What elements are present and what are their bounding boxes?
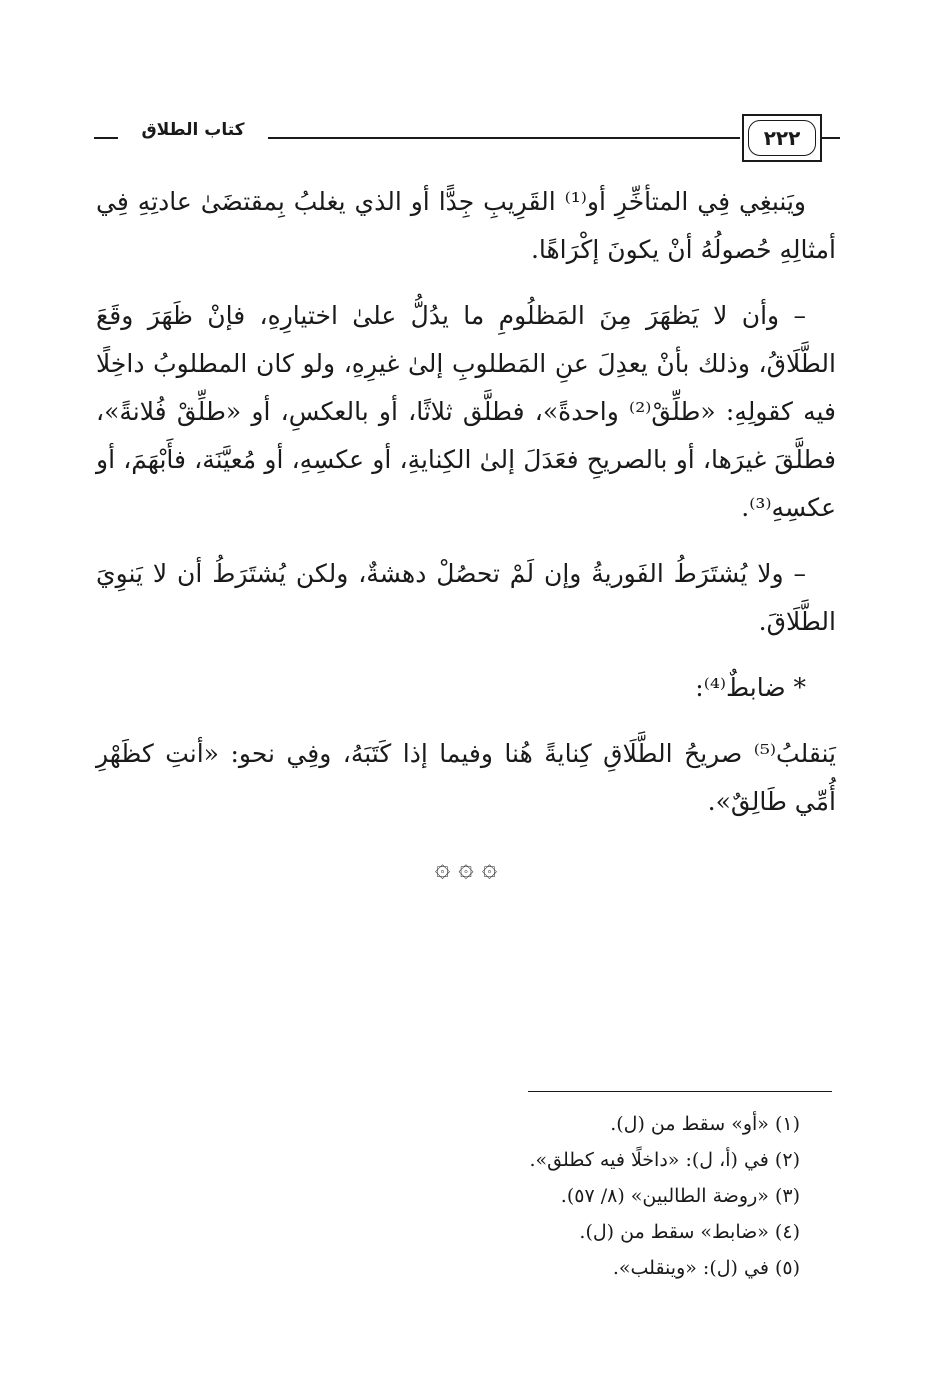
- header-rule-left: [94, 137, 118, 139]
- page-number: ٢٢٢: [748, 120, 816, 156]
- page-header: [88, 112, 840, 164]
- footnote-separator: [528, 1091, 832, 1092]
- paragraph-1: ويَنبغِي فِي المتأخِّرِ أو⁽¹⁾ القَرِيبِ جِدًّا أو الذي يغلبُ بِمقتضَىٰ عادتِهِ فِي أمثالِهِ حُصولُهُ أنْ يكونَ إكْرَاهًا.: [96, 187, 836, 264]
- main-text: [96, 178, 836, 892]
- footnote-2: (٢) في (أ، ل): «داخلًا فيه كطلق».: [529, 1149, 800, 1171]
- paragraph-2: – وأن لا يَظهَرَ مِنَ المَظلُومِ ما يدُلُّ علىٰ اختيارِهِ، فإنْ ظَهَرَ وقَعَ الطَّلَاقُ، وذلك بأنْ يعدِلَ عنِ المَطلوبِ إلىٰ غيرِهِ، ولو كان المطلوبُ داخِلًا فيه كقولِهِ: «طلِّقْ⁽²⁾ واحدةً»، فطلَّق ثلاثًا، أو بالعكسِ، أو «طلِّقْ فُلانةً»، فطلَّقَ غيرَها، أو بالصريحِ فعَدَلَ إلىٰ الكِنايةِ، أو عكسِهِ، أو مُعيَّنَة، فأَبْهَمَ، أو عكسِهِ⁽³⁾.: [96, 301, 836, 522]
- paragraph-5: يَنقلبُ⁽⁵⁾ صريحُ الطَّلَاقِ كِنايةً هُنا وفيما إذا كَتَبَهُ، وفِي نحو: «أنتِ كظَهْرِ أُمِّي طَالِقٌ».: [96, 739, 836, 816]
- ornament-divider: ۞ ۞ ۞: [434, 853, 498, 883]
- header-rule-middle: [268, 137, 740, 139]
- section-heading: * ضابطٌ⁽⁴⁾:: [695, 673, 806, 702]
- footnotes: [96, 1106, 800, 1286]
- footnote-5: (٥) في (ل): «وينقلب».: [612, 1257, 800, 1279]
- page-number-frame: [742, 114, 822, 162]
- footnote-3: (٣) «روضة الطالبين» (٨/ ٥٧).: [560, 1185, 800, 1207]
- paragraph-3: – ولا يُشتَرَطُ الفَوريةُ وإن لَمْ تحصُلْ دهشةٌ، ولكن يُشتَرَطُ أن لا يَنوِيَ الطَّلَاقَ.: [96, 559, 836, 636]
- running-title: كتاب الطلاق: [141, 120, 245, 140]
- footnote-1: (١) «أو» سقط من (ل).: [610, 1113, 800, 1135]
- footnote-4: (٤) «ضابط» سقط من (ل).: [579, 1221, 800, 1243]
- header-rule-right: [822, 137, 840, 139]
